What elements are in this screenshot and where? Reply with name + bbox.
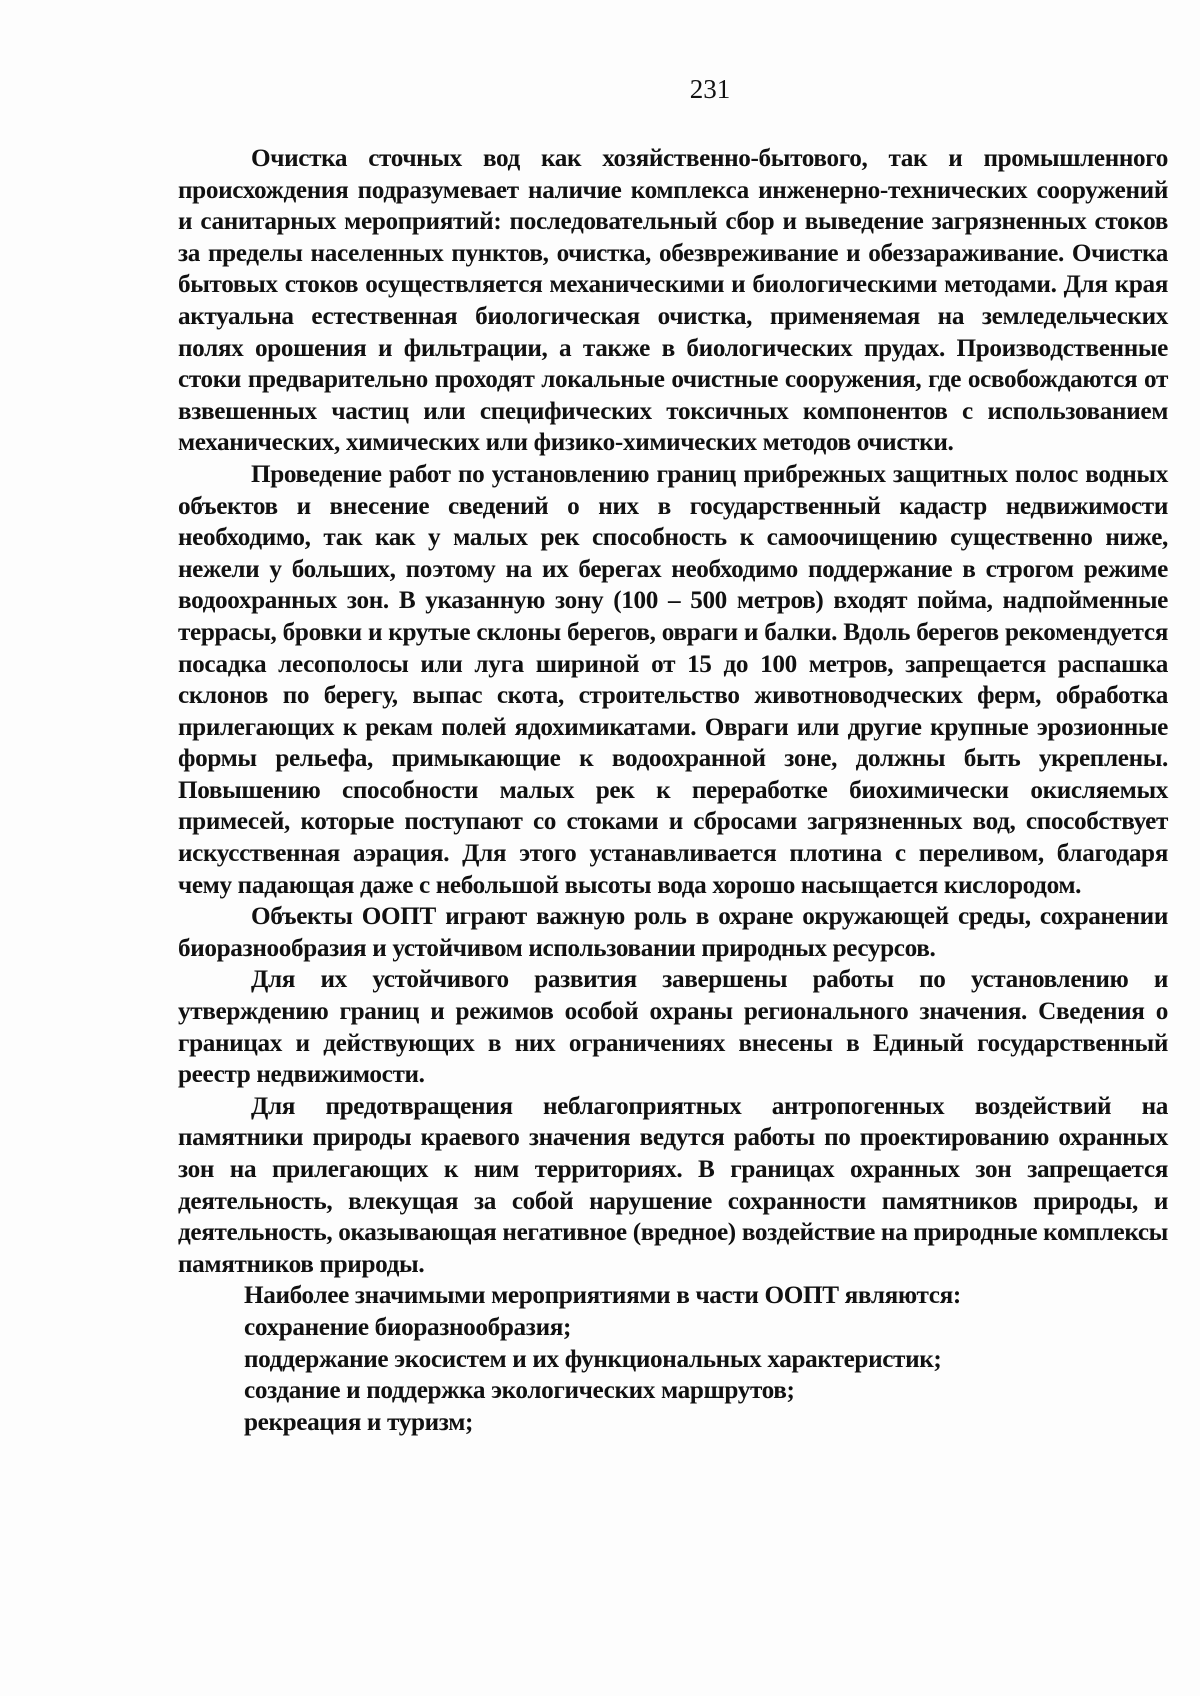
document-body — [178, 143, 1168, 1438]
page-number: 231 — [689, 74, 731, 104]
paragraph-water-protection-zones: Проведение работ по установлению границ прибрежных защитных полос водных объектов и внесение сведений о них в государственный кадастр недвижимости необходимо, так как у малых рек способность к самоочищению существенно ниже, нежели у больших, поэтому на их берегах необходимо поддержание в строгом режиме водоохранных зон. В указанную зону (100 – 500 метров) входят пойма, надпойменные террасы, бровки и крутые склоны берегов, овраги и балки. Вдоль берегов рекомендуется посадка лесополосы или луга шириной от 15 до 100 метров, запрещается распашка склонов по берегу, выпас скота, строительство животноводческих ферм, обработка прилегающих к рекам полей ядохимикатами. Овраги или другие крупные эрозионные формы рельефа, примыкающие к водоохранной зоне, должны быть укреплены. Повышению способности малых рек к переработке биохимически окисляемых примесей, которые поступают со стоками и сбросами загрязненных вод, способствует искусственная аэрация. Для этого устанавливается плотина с переливом, благодаря чему падающая даже с небольшой высоты вода хорошо насыщается кислородом. — [178, 460, 1168, 899]
list-intro: Наиболее значимыми мероприятиями в части ООПТ являются: — [244, 1282, 961, 1310]
paragraph-protected-areas-role: Объекты ООПТ играют важную роль в охране окружающей среды, сохранении биоразнообразия и устойчивом использовании природных ресурсов. — [178, 903, 1168, 962]
paragraph-protection-zones: Для предотвращения неблагоприятных антропогенных воздействий на памятники природы краевого значения ведутся работы по проектированию охранных зон на прилегающих к ним территориях. В границах охранных зон запрещается деятельность, влекущая за собой нарушение сохранности памятников природы, и деятельность, оказывающая негативное (вредное) воздействие на природные комплексы памятников природы. — [178, 1092, 1168, 1278]
list-item: поддержание экосистем и их функциональных характеристик; — [244, 1345, 942, 1373]
measures-list — [178, 1312, 1168, 1438]
paragraph-wastewater-treatment: Очистка сточных вод как хозяйственно-бытового, так и промышленного происхождения подразумевает наличие комплекса инженерно-технических сооружений и санитарных мероприятий: последовательный сбор и выведение загрязненных стоков за пределы населенных пунктов, очистка, обезвреживание и обеззараживание. Очистка бытовых стоков осуществляется механическими и биологическими методами. Для края актуальна естественная биологическая очистка, применяемая на земледельческих полях орошения и фильтрации, а также в биологических прудах. Производственные стоки предварительно проходят локальные очистные сооружения, где освобождаются от взвешенных частиц или специфических токсичных компонентов с использованием механических, химических или физико-химических методов очистки. — [178, 145, 1168, 457]
paragraph-protected-areas-boundaries: Для их устойчивого развития завершены работы по установлению и утверждению границ и режимов особой охраны регионального значения. Сведения о границах и действующих в них ограничениях внесены в Единый государственный реестр недвижимости. — [178, 966, 1168, 1089]
list-item: сохранение биоразнообразия; — [244, 1313, 572, 1341]
list-item: создание и поддержка экологических маршрутов; — [244, 1377, 795, 1405]
list-item: рекреация и туризм; — [244, 1408, 474, 1436]
